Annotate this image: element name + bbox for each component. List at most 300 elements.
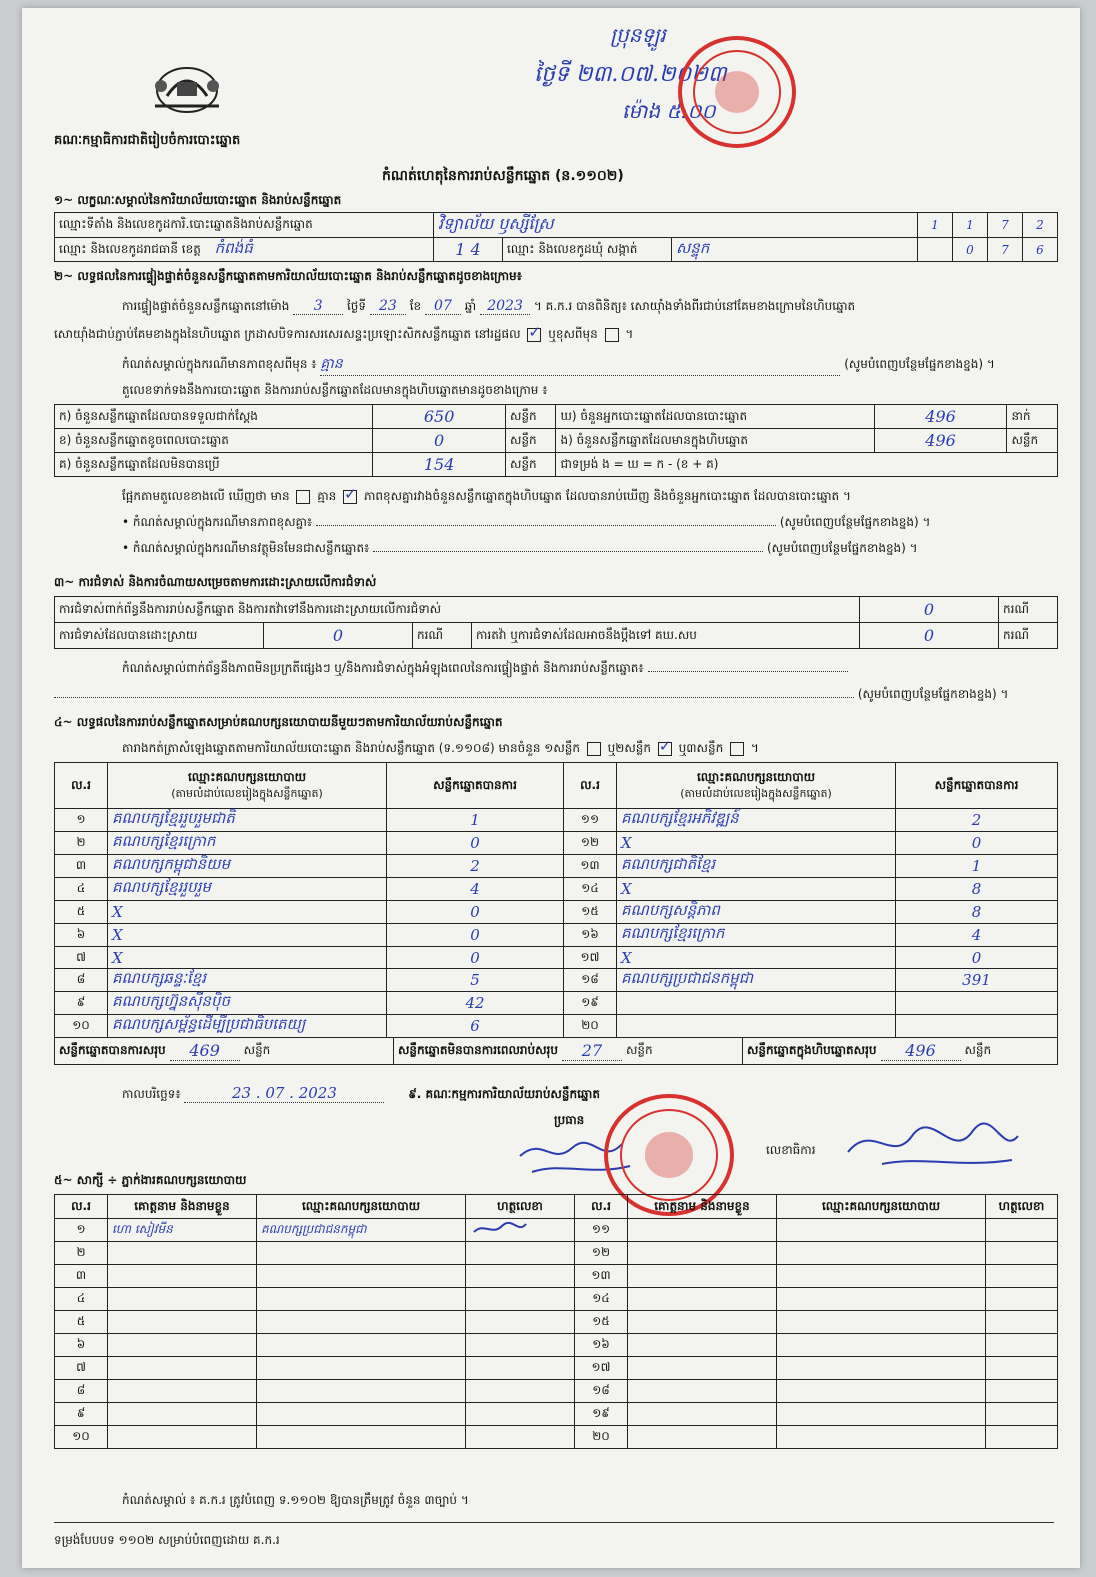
row-number: ១៩ (564, 992, 617, 1015)
sheets-intro: តារាងកត់ត្រាសំឡេងឆ្នោតតាមការិយាល័យបោះឆ្នោត និងរាប់សន្លឹកឆ្នោត (ទ.១១០៨) មានចំនួន ១សន្លឹក (122, 741, 580, 755)
location-value: វិទ្យាល័យ ឫស្សីស្រែ (434, 213, 918, 238)
table-row (55, 1288, 1058, 1311)
table-row (55, 947, 1058, 969)
change-note-label: កំណត់សម្គាល់ក្នុងករណីមានភាពខុសពីមុន ៖ (122, 357, 317, 371)
change-note-value: គ្មាន (320, 354, 840, 376)
total-box-value: 496 (881, 1041, 961, 1061)
witness-name (628, 1265, 777, 1288)
table-row (55, 1403, 1058, 1426)
witness-signature (466, 1357, 575, 1380)
fill-back-note: (សូមបំពេញបន្ថែមផ្នែកខាងខ្នង) ។ (857, 687, 1009, 701)
party-name: គណបក្សសម្ព័ន្ធដើម្បីប្រជាធិបតេយ្យ (108, 1015, 387, 1038)
province-label-text: ឈ្មោះ និងលេខកូដរាជធានី ខេត្ត (59, 241, 201, 256)
witness-signature (986, 1265, 1058, 1288)
section2-seal-line: សោយ៉ាំងជាប់ភ្ជាប់គែមខាងក្នុងនៃហិបឆ្នោត ក្រដាសបិទការសរសេរសន្ទះប្រឡោះសិកសន្លឹកឆ្នោត នៅរដ្ឋផល ✓ ឬខុសពីមុន ។ (54, 326, 633, 344)
section1-heading: ១~ លក្ខណៈសម្គាល់នៃការិយាល័យបោះឆ្នោត និងរាប់សន្លឹកឆ្នោត (54, 193, 342, 207)
party-name (617, 1015, 896, 1038)
fill-back-note: (សូមបំពេញបន្ថែមផ្នែកខាងខ្នង) ។ (779, 515, 931, 529)
row-number: ១៤ (564, 878, 617, 901)
party-name (617, 992, 896, 1015)
table-row (55, 1311, 1058, 1334)
irregularity-note-label: កំណត់សម្គាល់ពាក់ព័ន្ធនឹងភាពមិនប្រក្រតីផ្សេងៗ ឬ/និងការជំទាស់ក្នុងអំឡុងពេលនៃការផ្ទៀងផ្ទាត់ និងការរាប់សន្លឹកឆ្នោត៖ (122, 661, 644, 675)
witness-party (257, 1334, 466, 1357)
handwritten-received-date: ថ្ងៃទី ២៣.០៧.២០២៣ (534, 62, 727, 87)
complaints-appeal-label: ការតវ៉ា ឬការជំទាស់ដែលអាចនឹងប្តឹងទៅ គឃ.សប (472, 623, 860, 649)
party-name: X (108, 924, 387, 947)
witness-name (628, 1311, 777, 1334)
section2-discrepancy-line (122, 488, 851, 506)
col-party: ឈ្មោះគណបក្សនយោបាយ (777, 1195, 986, 1219)
col-party-title: ឈ្មោះគណបក្សនយោបាយ (696, 769, 816, 784)
section1-table (54, 212, 1058, 262)
vote-count (896, 992, 1058, 1015)
commune-code-digit: 0 (953, 238, 988, 262)
table-row (55, 832, 1058, 855)
witness-party (777, 1403, 986, 1426)
one-sheet-checkbox[interactable] (587, 742, 601, 756)
two-sheets-label: ឬ២សន្លឹក (607, 741, 652, 755)
table-row (55, 901, 1058, 924)
witness-party (777, 1219, 986, 1242)
table-row (55, 1242, 1058, 1265)
figure-d-label: ឃ) ចំនួនអ្នកបោះឆ្នោតដែលបានបោះឆ្នោត (556, 405, 874, 429)
total-invalid-unit: សន្លឹក (625, 1043, 653, 1057)
table-row (55, 1219, 1058, 1242)
three-sheets-checkbox[interactable] (730, 742, 744, 756)
form-note: ទម្រង់បែបបទ ១១០២ សម្រាប់បំពេញដោយ គ.ក.រ (54, 1533, 280, 1547)
figure-b-label: ខ) ចំនួនសន្លឹកឆ្នោតខូចពេលបោះឆ្នោត (55, 429, 373, 453)
total-valid-unit: សន្លឹក (243, 1043, 271, 1057)
handwritten-received-label: ប្រុនឡូរ (610, 23, 666, 47)
row-number: ១៧ (564, 947, 617, 969)
row-number: ១៤ (575, 1288, 628, 1311)
figure-c-unit: សន្លឹក (506, 453, 556, 477)
figure-b-value: 0 (373, 429, 506, 453)
vote-count: 1 (896, 855, 1058, 878)
verify-day-label: ថ្ងៃទី (347, 299, 367, 313)
row-number: ២ (55, 832, 108, 855)
witness-party (777, 1380, 986, 1403)
complaints-appeal-value: 0 (860, 623, 999, 649)
party-name: គណបក្សកម្ពុជានិយម (108, 855, 387, 878)
figures-table (54, 404, 1058, 477)
witness-party (257, 1403, 466, 1426)
table-row (55, 1015, 1058, 1038)
col-signature: ហត្ថលេខា (986, 1195, 1058, 1219)
witness-signature (986, 1357, 1058, 1380)
secretary-label: លេខាធិការ (766, 1143, 816, 1157)
row-number: ១៦ (564, 924, 617, 947)
party-name: គណបក្សខ្មែរក្រោក (617, 924, 896, 947)
witness-name (108, 1311, 257, 1334)
section2-heading: ២~ លទ្ធផលនៃការផ្ទៀងផ្ទាត់ចំនួនសន្លឹកឆ្នោតតាមការិយាល័យបោះឆ្នោត និងរាប់សន្លឹកឆ្នោតដូចខាងក្រោម៖ (54, 269, 522, 283)
verify-year-value: 2023 (480, 298, 530, 315)
witness-party (257, 1380, 466, 1403)
vote-count: 2 (387, 855, 564, 878)
commune-label: ឈ្មោះ និងលេខកូដឃុំ សង្កាត់ (503, 238, 672, 262)
vote-count: 0 (387, 832, 564, 855)
vote-count: 391 (896, 969, 1058, 992)
row-number: ១៥ (575, 1311, 628, 1334)
witness-name (628, 1288, 777, 1311)
location-code-digit: 7 (988, 213, 1023, 238)
witness-table (54, 1194, 1058, 1449)
complaints-related-value: 0 (860, 597, 999, 623)
verify-year-label: ឆ្នាំ (464, 299, 477, 313)
col-party-title: ឈ្មោះគណបក្សនយោបាយ (187, 769, 307, 784)
row-number: ២ (55, 1242, 108, 1265)
chair-label: ប្រធាន (554, 1113, 585, 1127)
date-label: កាលបរិច្ឆេទ៖ (122, 1087, 181, 1101)
witness-party (777, 1242, 986, 1265)
witness-name (108, 1357, 257, 1380)
secretary-signature (842, 1116, 1022, 1176)
location-code-digit: 1 (953, 213, 988, 238)
witness-signature (986, 1288, 1058, 1311)
discrepancy-note-label: កំណត់សម្គាល់ក្នុងករណីមានភាពខុសគ្នា៖ (132, 515, 313, 529)
province-code: 1 4 (434, 238, 503, 262)
date-value: 23 . 07 . 2023 (184, 1084, 384, 1103)
location-label: ឈ្មោះទីតាំង និងលេខកូដការិ.បោះឆ្នោតនិងរាប់សន្លឹកឆ្នោត (55, 213, 434, 238)
col-party (617, 763, 896, 809)
figure-e-label: ង) ចំនួនសន្លឹកឆ្នោតដែលមានក្នុងហិបឆ្នោត (556, 429, 874, 453)
verify-day-value: 23 (370, 298, 406, 315)
col-votes: សន្លឹកឆ្នោតបានការ (896, 763, 1058, 809)
witness-signature (986, 1311, 1058, 1334)
row-number: ១១ (575, 1219, 628, 1242)
figure-a-unit: សន្លឹក (506, 405, 556, 429)
figure-a-value: 650 (373, 405, 506, 429)
vote-count: 0 (896, 947, 1058, 969)
total-valid-value: 469 (170, 1041, 240, 1061)
section5-heading: ៥~ សាក្សី ÷ ភ្នាក់ងារគណបក្សនយោបាយ (54, 1173, 247, 1187)
witness-signature (466, 1265, 575, 1288)
table-row (55, 1426, 1058, 1449)
row-number: ៤ (55, 1288, 108, 1311)
witness-signature (986, 1426, 1058, 1449)
witness-name (628, 1357, 777, 1380)
row-number: ២០ (575, 1426, 628, 1449)
col-name: គោត្តនាម និងនាមខ្លួន (108, 1195, 257, 1219)
total-valid-label: សន្លឹកឆ្នោតបានការសរុប (59, 1043, 166, 1057)
changed-checkbox[interactable] (605, 328, 619, 342)
verify-month-label: ខែ (409, 299, 422, 313)
table-row (55, 1380, 1058, 1403)
witness-name (628, 1403, 777, 1426)
unchanged-checkbox[interactable] (527, 328, 541, 342)
witness-party: គណបក្សប្រជាជនកម្ពុជា (257, 1219, 466, 1242)
row-number: ១១ (564, 809, 617, 832)
figure-e-unit: សន្លឹក (1007, 429, 1058, 453)
totals-row (55, 1038, 1058, 1065)
col-party: ឈ្មោះគណបក្សនយោបាយ (257, 1195, 466, 1219)
row-number: ១៥ (564, 901, 617, 924)
witness-signature (466, 1311, 575, 1334)
nec-emblem-icon (147, 56, 227, 120)
row-number: ១ (55, 1219, 108, 1242)
vote-count: 1 (387, 809, 564, 832)
row-number: ១៨ (564, 969, 617, 992)
row-number: ៩ (55, 1403, 108, 1426)
footnote: កំណត់សម្គាល់ ៖ គ.ក.រ ត្រូវបំពេញ ទ.១១០២ ឱ្យបានត្រឹមត្រូវ ចំនួន ៣ច្បាប់ ។ (122, 1493, 469, 1507)
row-number: ៥ (55, 1311, 108, 1334)
section3-note-line2 (54, 686, 1058, 704)
witness-name (108, 1334, 257, 1357)
col-party-subtitle: (តាមលំដាប់លេខរៀងក្នុងសន្លឹកឆ្នោត) (680, 786, 832, 800)
section4-sheets-line: តារាងកត់ត្រាសំឡេងឆ្នោតតាមការិយាល័យបោះឆ្នោត និងរាប់សន្លឹកឆ្នោត (ទ.១១០៨) មានចំនួន ១សន្លឹក ឬ២សន្លឹក ✓ ឬ៣សន្លឹក ។ (122, 740, 759, 758)
table-row (55, 1265, 1058, 1288)
col-party (108, 763, 387, 809)
org-name: គណៈកម្មាធិការជាតិរៀបចំការបោះឆ្នោត (54, 133, 241, 148)
vote-count: 0 (387, 947, 564, 969)
witness-signature (986, 1334, 1058, 1357)
complaints-resolved-unit: ករណី (413, 623, 472, 649)
vote-count: 6 (387, 1015, 564, 1038)
seal-line-text: សោយ៉ាំងជាប់ភ្ជាប់គែមខាងក្នុងនៃហិបឆ្នោត ក្រដាសបិទការសរសេរសន្ទះប្រឡោះសិកសន្លឹកឆ្នោត នៅរដ្ឋផល (54, 327, 521, 341)
witness-party (777, 1334, 986, 1357)
section2-change-note (122, 354, 1062, 376)
vote-count: 5 (387, 969, 564, 992)
party-name: គណបក្សហ្វ៊ុនស៊ីនប៉ិច (108, 992, 387, 1015)
complaints-related-label: ការជំទាស់ពាក់ព័ន្ធនឹងការរាប់សន្លឹកឆ្នោត និងការតវ៉ាទៅនឹងការដោះស្រាយលើការជំទាស់ (55, 597, 860, 623)
discrepancy-yes-checkbox[interactable] (296, 490, 310, 504)
official-seal-top (678, 36, 796, 148)
total-invalid-value: 27 (562, 1041, 622, 1061)
vote-count: 2 (896, 809, 1058, 832)
figure-formula: ជាទម្រង់ ង = ឃ = ក - (ខ + គ) (556, 453, 1058, 477)
table-row (55, 969, 1058, 992)
row-number: ១៩ (575, 1403, 628, 1426)
party-name: គណបក្សខ្មែរអភិវឌ្ឍន៍ (617, 809, 896, 832)
row-number: ១ (55, 809, 108, 832)
witness-party (777, 1311, 986, 1334)
witness-signature (466, 1403, 575, 1426)
witness-name (628, 1242, 777, 1265)
vote-count: 42 (387, 992, 564, 1015)
col-party-subtitle: (តាមលំដាប់លេខរៀងក្នុងសន្លឹកឆ្នោត) (171, 786, 323, 800)
table-row (55, 878, 1058, 901)
complaints-table (54, 596, 1058, 649)
witness-name (108, 1242, 257, 1265)
commune-value: សន្ទុក (672, 238, 918, 262)
witness-name (628, 1380, 777, 1403)
row-number: ២០ (564, 1015, 617, 1038)
party-name: X (617, 832, 896, 855)
row-number: ៥ (55, 901, 108, 924)
row-number: ៩ (55, 992, 108, 1015)
complaints-related-unit: ករណី (999, 597, 1058, 623)
total-invalid-label: សន្លឹកឆ្នោតមិនបានការពេលរាប់សរុប (398, 1043, 558, 1057)
commune-code-digit: 7 (988, 238, 1023, 262)
verify-time-label: ការផ្ទៀងផ្ទាត់ចំនួនសន្លឹកឆ្នោតនៅម៉ោង (122, 299, 290, 313)
complaints-resolved-value: 0 (264, 623, 413, 649)
party-name: គណបក្សឆន្ទៈខ្មែរ (108, 969, 387, 992)
foreign-object-label: កំណត់សម្គាល់ក្នុងករណីមានវត្ថុមិនមែនជាសន្លឹកឆ្នោត៖ (132, 541, 370, 555)
figure-b-unit: សន្លឹក (506, 429, 556, 453)
footer-divider (54, 1522, 1054, 1523)
row-number: ៣ (55, 855, 108, 878)
figure-c-label: គ) ចំនួនសន្លឹកឆ្នោតដែលមិនបានប្រើ (55, 453, 373, 477)
party-name: គណបក្សសន្តិភាព (617, 901, 896, 924)
discrepancy-no-checkbox[interactable] (343, 490, 357, 504)
three-sheets-label: ឬ៣សន្លឹក (678, 741, 724, 755)
row-number: ១២ (575, 1242, 628, 1265)
table-row (55, 809, 1058, 832)
figure-c-value: 154 (373, 453, 506, 477)
party-name: X (108, 947, 387, 969)
col-no: ល.រ (55, 1195, 108, 1219)
vote-count: 8 (896, 878, 1058, 901)
vote-count: 8 (896, 901, 1058, 924)
row-number: ៣ (55, 1265, 108, 1288)
witness-name (108, 1288, 257, 1311)
location-code-digit: 1 (918, 213, 953, 238)
witness-name (628, 1219, 777, 1242)
foreign-object-line (373, 551, 763, 552)
party-name: គណបក្សខ្មែរក្រោក (108, 832, 387, 855)
handwritten-received-time: ម៉ោង ៥:០០ (622, 99, 716, 123)
row-number: ១៨ (575, 1380, 628, 1403)
witness-signature (986, 1403, 1058, 1426)
witness-party (257, 1242, 466, 1265)
row-number: ៦ (55, 924, 108, 947)
section3-note (122, 660, 1062, 678)
vote-count: 4 (387, 878, 564, 901)
witness-name (628, 1334, 777, 1357)
witness-party (257, 1426, 466, 1449)
discrepancy-tail: ភាពខុសគ្នារវាងចំនួនសន្លឹកឆ្នោតក្នុងហិបឆ្នោត ដែលបានរាប់ឃើញ និងចំនួនអ្នកបោះឆ្នោត ដែលបានបោះឆ្នោត ។ (363, 489, 851, 503)
row-number: ១៦ (575, 1334, 628, 1357)
party-name: X (617, 878, 896, 901)
discrepancy-note-line (316, 525, 776, 526)
vote-count: 0 (387, 924, 564, 947)
province-value: កំពង់ធំ (214, 238, 253, 257)
col-no: ល.រ (564, 763, 617, 809)
irregularity-note-line (648, 671, 848, 672)
witness-party (257, 1357, 466, 1380)
fill-back-note: (សូមបំពេញបន្ថែមផ្នែកខាងខ្នង) ។ (844, 357, 995, 371)
section3-heading: ៣~ ការជំទាស់ និងការចំណាយសម្រេចតាមការដោះស្រាយលើការជំទាស់ (54, 575, 377, 589)
party-name: X (617, 947, 896, 969)
row-number: ៨ (55, 1380, 108, 1403)
discrepancy-no-label: គ្មាន (317, 489, 337, 503)
col-no: ល.រ (575, 1195, 628, 1219)
witness-name (108, 1380, 257, 1403)
verify-line-tail: ។ គ.ក.រ បានពិនិត្យ៖ សោយ៉ាំងទាំងពីរជាប់នៅគែមខាងក្រោមនៃហិបឆ្នោត (533, 299, 856, 313)
total-box-label: សន្លឹកឆ្នោតក្នុងហិបឆ្នោតសរុប (747, 1043, 877, 1057)
changed-option-label: ឬខុសពីមុន (548, 327, 598, 341)
witness-party (257, 1265, 466, 1288)
location-code-digit: 2 (1023, 213, 1058, 238)
complaints-resolved-label: ការជំទាស់ដែលបានដោះស្រាយ (55, 623, 264, 649)
witness-name (108, 1265, 257, 1288)
province-label (55, 238, 434, 262)
witness-party (777, 1357, 986, 1380)
row-number: ១៧ (575, 1357, 628, 1380)
witness-signature (466, 1242, 575, 1265)
vote-count: 0 (387, 901, 564, 924)
verify-time-value: 3 (293, 298, 343, 315)
table-row (55, 1357, 1058, 1380)
table-row (55, 855, 1058, 878)
vote-count (896, 1015, 1058, 1038)
commune-code-digit: 6 (1023, 238, 1058, 262)
figure-a-label: ក) ចំនួនសន្លឹកឆ្នោតដែលបានទទួលជាក់ស្តែង (55, 405, 373, 429)
document-page (22, 8, 1080, 1568)
fill-back-note: (សូមបំពេញបន្ថែមផ្នែកខាងខ្នង) ។ (767, 541, 918, 555)
row-number: ១០ (55, 1015, 108, 1038)
figure-e-value: 496 (874, 429, 1007, 453)
table-row (55, 924, 1058, 947)
witness-name (628, 1426, 777, 1449)
party-name: X (108, 901, 387, 924)
section4-heading: ៤~ លទ្ធផលនៃការរាប់សន្លឹកឆ្នោតសម្រាប់គណបក្សនយោបាយនីមួយៗតាមការិយាល័យរាប់សន្លឹកឆ្នោត (54, 715, 503, 729)
witness-name: ហោ សៀវមីន (108, 1219, 257, 1242)
witness-party (777, 1265, 986, 1288)
figure-d-unit: នាក់ (1007, 405, 1058, 429)
figure-d-value: 496 (874, 405, 1007, 429)
bullet-discrepancy-note: • កំណត់សម្គាល់ក្នុងករណីមានភាពខុសគ្នា៖ (សូមបំពេញបន្ថែមផ្នែកខាងខ្នង) ។ (122, 515, 931, 529)
vote-count: 0 (896, 832, 1058, 855)
witness-party (777, 1288, 986, 1311)
row-number: ៤ (55, 878, 108, 901)
witness-signature (466, 1219, 575, 1242)
row-number: ១០ (55, 1426, 108, 1449)
row-number: ៨ (55, 969, 108, 992)
total-invalid-cell (394, 1038, 743, 1064)
committee-label: ៩. គណៈកម្មការការិយាល័យរាប់សន្លឹកឆ្នោត (408, 1087, 600, 1101)
party-name: គណបក្សខ្មែររួបរួមជាតិ (108, 809, 387, 832)
party-name: គណបក្សប្រជាជនកម្ពុជា (617, 969, 896, 992)
section4-date-line (122, 1084, 600, 1104)
witness-party (777, 1426, 986, 1449)
section2-figures-intro: តួលេខទាក់ទងនឹងការបោះឆ្នោត និងការរាប់សន្លឹកឆ្នោតដែលមានក្នុងហិបឆ្នោតមានដូចខាងក្រោម ៖ (122, 383, 548, 397)
witness-signature (986, 1380, 1058, 1403)
bullet-foreign-object-note: • កំណត់សម្គាល់ក្នុងករណីមានវត្ថុមិនមែនជាសន្លឹកឆ្នោត៖ (សូមបំពេញបន្ថែមផ្នែកខាងខ្នង) ។ (122, 541, 918, 555)
row-number: ១២ (564, 832, 617, 855)
col-no: ល.រ (55, 763, 108, 809)
col-votes: សន្លឹកឆ្នោតបានការ (387, 763, 564, 809)
row-number: ៧ (55, 1357, 108, 1380)
document-title: កំណត់ហេតុនៃការរាប់សន្លឹកឆ្នោត (ន.១១០២) (382, 168, 624, 184)
witness-signature (466, 1426, 575, 1449)
witness-name (108, 1426, 257, 1449)
witness-party (257, 1288, 466, 1311)
irregularity-note-line (54, 697, 854, 698)
table-row (55, 992, 1058, 1015)
vote-results-table (54, 762, 1058, 1065)
party-name: គណបក្សខ្មែររួបរួម (108, 878, 387, 901)
row-number: ១៣ (575, 1265, 628, 1288)
col-name: គោត្តនាម និងនាមខ្លួន (628, 1195, 777, 1219)
witness-signature (986, 1219, 1058, 1242)
section2-verification-line (122, 298, 1062, 316)
witness-name (108, 1403, 257, 1426)
verify-month-value: 07 (425, 298, 461, 315)
row-number: ៧ (55, 947, 108, 969)
witness-party (257, 1311, 466, 1334)
discrepancy-lead: ផ្អែកតាមតួលេខខាងលើ ឃើញថា មាន (122, 489, 290, 503)
row-number: ១៣ (564, 855, 617, 878)
complaints-appeal-unit: ករណី (999, 623, 1058, 649)
total-box-cell (743, 1041, 995, 1061)
witness-signature (986, 1242, 1058, 1265)
table-row (55, 1334, 1058, 1357)
two-sheets-checkbox[interactable] (658, 742, 672, 756)
vote-count: 4 (896, 924, 1058, 947)
row-number: ៦ (55, 1334, 108, 1357)
witness-signature (466, 1380, 575, 1403)
